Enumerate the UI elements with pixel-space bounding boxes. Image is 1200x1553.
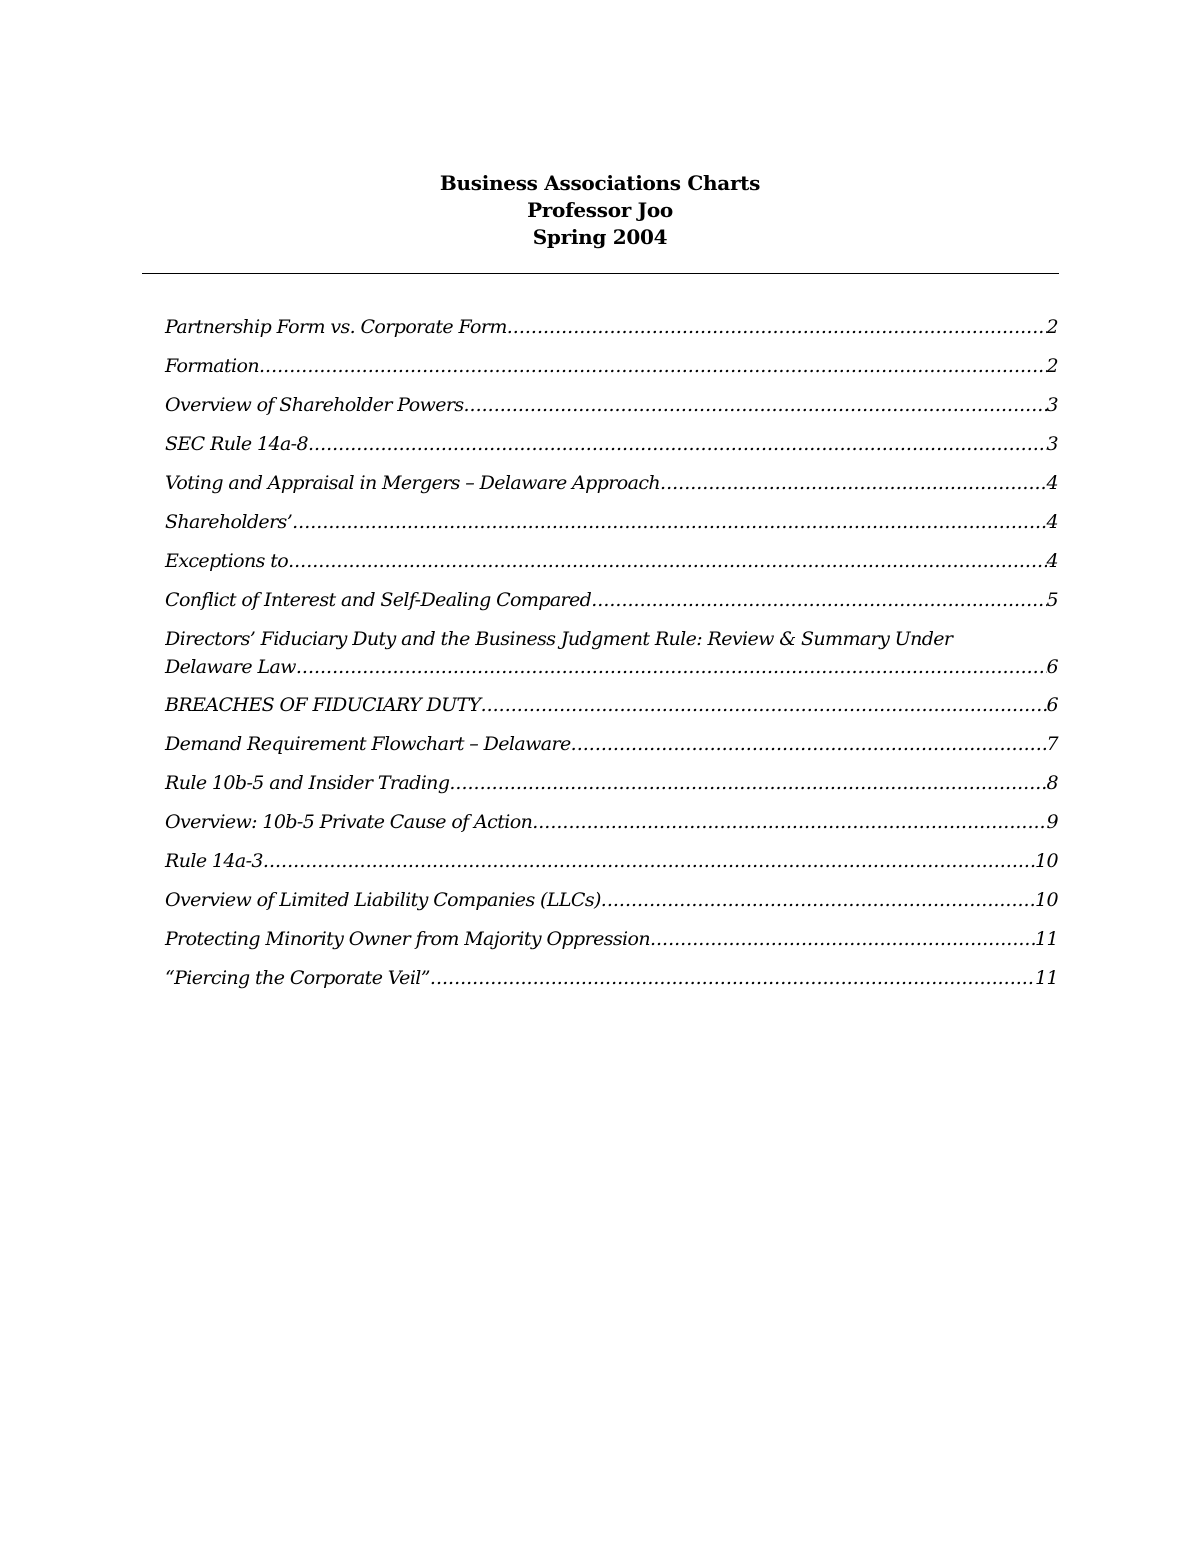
toc-entry-title: Shareholders’ <box>165 511 293 533</box>
toc-leader-dots <box>288 547 1046 575</box>
toc-leader-dots <box>601 886 1035 914</box>
toc-entry[interactable] <box>165 430 1058 458</box>
toc-entry-page: 11 <box>1035 928 1058 950</box>
toc-entry-page: 9 <box>1046 811 1058 833</box>
toc-entry-page: 4 <box>1046 511 1058 533</box>
toc-entry-title: Overview of Shareholder Powers <box>165 394 464 416</box>
toc-entry-title: SEC Rule 14a-8 <box>165 433 308 455</box>
toc-entry[interactable] <box>165 964 1058 992</box>
toc-leader-dots <box>660 469 1046 497</box>
toc-entry[interactable] <box>165 769 1058 797</box>
toc-leader-dots <box>591 586 1046 614</box>
toc-entry-title: Exceptions to <box>165 550 289 572</box>
toc-entry-page: 5 <box>1046 589 1058 611</box>
toc-leader-dots <box>481 691 1047 719</box>
toc-entry-page: 6 <box>1046 694 1058 716</box>
toc-entry[interactable] <box>165 730 1058 758</box>
toc-entry[interactable] <box>165 691 1058 719</box>
toc-entry[interactable] <box>165 586 1058 614</box>
toc-entry-title: Demand Requirement Flowchart – Delaware <box>165 733 571 755</box>
toc-entry[interactable] <box>165 925 1058 953</box>
toc-entry-page: 4 <box>1046 550 1058 572</box>
toc-entry[interactable] <box>165 469 1058 497</box>
document-title: Business Associations Charts <box>439 171 761 195</box>
toc-leader-dots <box>292 508 1046 536</box>
toc-entry-page: 7 <box>1046 733 1058 755</box>
toc-entry[interactable] <box>165 886 1058 914</box>
toc-entry-page: 6 <box>1046 656 1058 678</box>
toc-entry[interactable] <box>165 391 1058 419</box>
toc-entry-page: 2 <box>1046 355 1058 377</box>
toc-entry-title: BREACHES OF FIDUCIARY DUTY <box>165 694 481 716</box>
toc-leader-dots <box>259 352 1047 380</box>
toc-entry-title: Overview: 10b-5 Private Cause of Action <box>165 811 533 833</box>
toc-entry-page: 3 <box>1046 433 1058 455</box>
toc-entry-page: 2 <box>1046 316 1058 338</box>
toc-leader-dots <box>571 730 1047 758</box>
table-of-contents <box>165 313 1058 1003</box>
toc-leader-dots <box>650 925 1035 953</box>
header-divider <box>142 273 1059 274</box>
toc-leader-dots <box>464 391 1047 419</box>
toc-entry-title-line1: Directors’ Fiduciary Duty and the Business Judgment Rule: Review & Summary Under <box>165 628 953 650</box>
toc-entry-page: 10 <box>1035 889 1058 911</box>
toc-entry[interactable] <box>165 847 1058 875</box>
toc-leader-dots <box>449 769 1046 797</box>
toc-entry[interactable] <box>165 352 1058 380</box>
toc-entry-title: Partnership Form vs. Corporate Form <box>165 316 507 338</box>
toc-entry-title: Formation <box>165 355 259 377</box>
toc-leader-dots <box>430 964 1035 992</box>
toc-entry-page: 8 <box>1046 772 1058 794</box>
term: Spring 2004 <box>532 225 668 249</box>
toc-entry-title: “Piercing the Corporate Veil” <box>165 967 430 989</box>
toc-entry-title: Voting and Appraisal in Mergers – Delaware Approach <box>165 472 661 494</box>
toc-leader-dots <box>263 847 1035 875</box>
toc-entry[interactable] <box>165 508 1058 536</box>
document-header <box>0 170 1200 251</box>
toc-entry-title: Rule 10b-5 and Insider Trading <box>165 772 450 794</box>
toc-entry-title: Conflict of Interest and Self-Dealing Compared <box>165 589 592 611</box>
professor-name: Professor Joo <box>527 198 673 222</box>
toc-entry-title: Protecting Minority Owner from Majority Oppression <box>165 928 650 950</box>
toc-entry[interactable] <box>165 313 1058 341</box>
toc-leader-dots <box>296 653 1047 681</box>
toc-leader-dots <box>532 808 1046 836</box>
toc-leader-dots <box>507 313 1047 341</box>
toc-entry[interactable] <box>165 547 1058 575</box>
toc-entry-title: Rule 14a-3 <box>165 850 263 872</box>
toc-entry-title: Overview of Limited Liability Companies (LLCs) <box>165 889 601 911</box>
toc-leader-dots <box>308 430 1047 458</box>
toc-entry-page: 4 <box>1046 472 1058 494</box>
toc-entry[interactable] <box>165 625 1058 679</box>
toc-entry-page: 10 <box>1035 850 1058 872</box>
toc-entry[interactable] <box>165 808 1058 836</box>
toc-entry-page: 3 <box>1046 394 1058 416</box>
toc-entry-title: Delaware Law <box>165 656 296 678</box>
toc-entry-page: 11 <box>1035 967 1058 989</box>
